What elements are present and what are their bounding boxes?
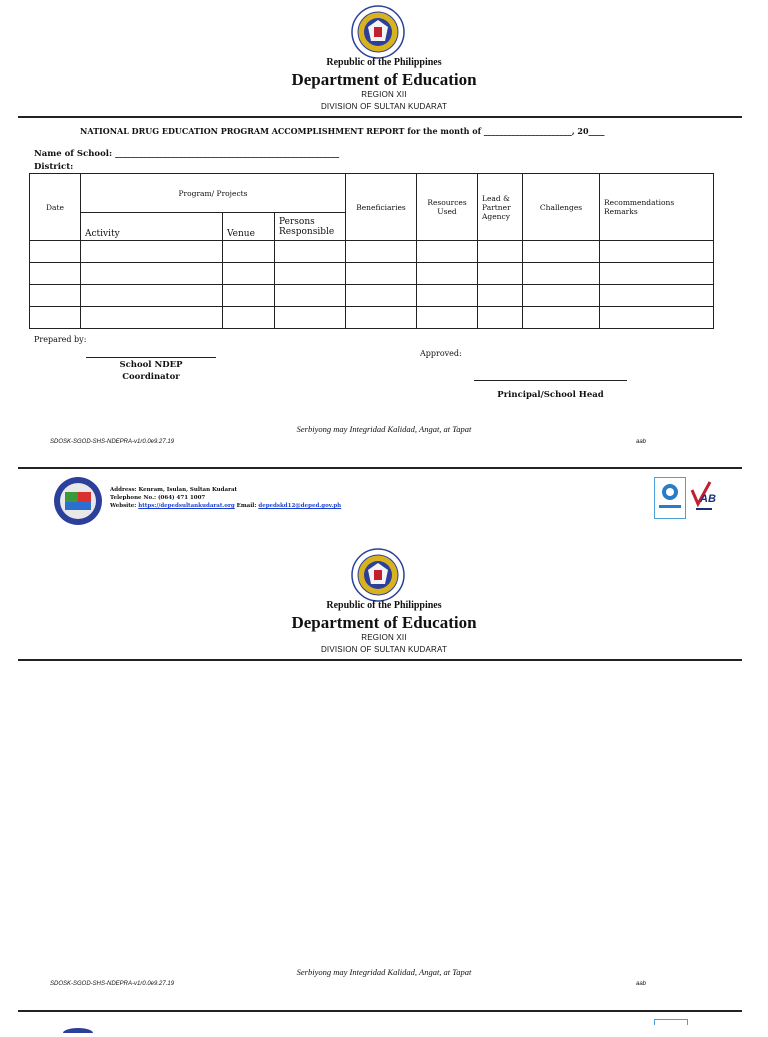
table-cell[interactable] bbox=[275, 241, 346, 263]
table-cell[interactable] bbox=[81, 241, 223, 263]
header-resources: Resources Used bbox=[417, 174, 478, 241]
approved-label: Approved: bbox=[420, 349, 462, 358]
table-cell[interactable] bbox=[275, 307, 346, 329]
deped-seal-logo-page2 bbox=[351, 548, 405, 602]
table-cell[interactable] bbox=[600, 263, 714, 285]
table-cell[interactable] bbox=[81, 263, 223, 285]
report-title bbox=[80, 126, 605, 136]
table-cell[interactable] bbox=[478, 241, 523, 263]
table-cell[interactable] bbox=[30, 285, 81, 307]
header-venue: Venue bbox=[223, 213, 275, 241]
header-rule-page2 bbox=[18, 659, 742, 661]
school-name-field[interactable]: ________________________________________________________ bbox=[115, 148, 340, 158]
table-cell[interactable] bbox=[478, 263, 523, 285]
document-code-page2: SDOSK-SGOD-SHS-NDEPRA-v1r0.0e9.27.19 bbox=[50, 981, 175, 987]
table-cell[interactable] bbox=[275, 285, 346, 307]
table-cell[interactable] bbox=[417, 285, 478, 307]
table-cell[interactable] bbox=[478, 307, 523, 329]
table-cell[interactable] bbox=[30, 307, 81, 329]
email-link[interactable]: depedskd12@deped.gov.ph bbox=[258, 503, 342, 509]
table-cell[interactable] bbox=[30, 241, 81, 263]
initials: aab bbox=[636, 439, 647, 445]
republic-label-page2: Republic of the Philippines bbox=[326, 600, 442, 611]
region-label: REGION XII bbox=[361, 90, 407, 99]
motto-text: Serbiyong may Integridad Kalidad, Angat, at Tapat bbox=[296, 424, 472, 434]
table-cell[interactable] bbox=[523, 241, 600, 263]
table-row bbox=[30, 285, 714, 307]
table-cell[interactable] bbox=[81, 307, 223, 329]
table-cell[interactable] bbox=[600, 241, 714, 263]
table-row bbox=[30, 263, 714, 285]
header-program: Program/ Projects bbox=[81, 174, 346, 213]
table-cell[interactable] bbox=[346, 241, 417, 263]
motto-text-page2: Serbiyong may Integridad Kalidad, Angat, at Tapat bbox=[296, 967, 472, 977]
table-cell[interactable] bbox=[275, 263, 346, 285]
coordinator-label-1: School NDEP bbox=[119, 360, 183, 370]
table-cell[interactable] bbox=[346, 285, 417, 307]
address-block bbox=[110, 486, 341, 510]
table-cell[interactable] bbox=[478, 285, 523, 307]
table-cell[interactable] bbox=[417, 263, 478, 285]
department-title-page2: Department of Education bbox=[291, 613, 477, 632]
header-date: Date bbox=[30, 174, 81, 241]
table-cell[interactable] bbox=[223, 263, 275, 285]
table-cell[interactable] bbox=[30, 263, 81, 285]
table-cell[interactable] bbox=[523, 307, 600, 329]
header-beneficiaries: Beneficiaries bbox=[346, 174, 417, 241]
document-code: SDOSK-SGOD-SHS-NDEPRA-v1r0.0e9.27.19 bbox=[50, 439, 175, 445]
table-cell[interactable] bbox=[600, 285, 714, 307]
principal-label: Principal/School Head bbox=[497, 390, 604, 400]
table-cell[interactable] bbox=[346, 263, 417, 285]
table-cell[interactable] bbox=[346, 307, 417, 329]
report-title-text: NATIONAL DRUG EDUCATION PROGRAM ACCOMPLISHMENT REPORT for the month of bbox=[80, 126, 482, 136]
school-name-row bbox=[34, 148, 339, 159]
table-cell[interactable] bbox=[223, 241, 275, 263]
socotec-cert-logo bbox=[654, 477, 686, 519]
deped-seal-logo bbox=[351, 5, 405, 59]
footer-rule bbox=[18, 467, 742, 469]
socotec-cert-logo-page2 bbox=[654, 1019, 688, 1025]
month-blank[interactable]: ______________________ bbox=[483, 126, 572, 136]
website-label: Website: bbox=[110, 503, 137, 509]
header-activity: Activity bbox=[81, 213, 223, 241]
address-value: Kenram, Isulan, Sultan Kudarat bbox=[138, 487, 238, 493]
school-name-label: Name of School: bbox=[34, 149, 113, 159]
phone-value: (064) 471 1007 bbox=[157, 495, 206, 501]
website-link[interactable]: https://depedsultankudarat.org bbox=[138, 503, 235, 509]
footer-rule-page2 bbox=[18, 1010, 742, 1012]
department-title: Department of Education bbox=[291, 70, 477, 89]
table-cell[interactable] bbox=[223, 307, 275, 329]
svg-text:AB: AB bbox=[700, 493, 716, 505]
email-label: Email: bbox=[236, 503, 257, 509]
republic-label: Republic of the Philippines bbox=[326, 57, 442, 68]
address-label: Address: bbox=[110, 487, 137, 493]
region-label-page2: REGION XII bbox=[361, 633, 407, 642]
table-cell[interactable] bbox=[417, 241, 478, 263]
table-cell[interactable] bbox=[523, 263, 600, 285]
table-cell[interactable] bbox=[523, 285, 600, 307]
table-cell[interactable] bbox=[223, 285, 275, 307]
header-rule bbox=[18, 116, 742, 118]
header-lead-agency: Lead & Partner Agency bbox=[478, 174, 523, 241]
table-cell[interactable] bbox=[600, 307, 714, 329]
division-label-page2: DIVISION OF SULTAN KUDARAT bbox=[320, 645, 448, 654]
division-seal-logo bbox=[53, 476, 103, 526]
district-label: District: bbox=[34, 162, 74, 172]
table-cell[interactable] bbox=[417, 307, 478, 329]
year-blank[interactable]: , 20____ bbox=[571, 126, 605, 136]
initials-page2: aab bbox=[636, 981, 647, 987]
jab-accreditation-logo bbox=[690, 478, 718, 518]
table-row bbox=[30, 241, 714, 263]
principal-signature-line[interactable] bbox=[474, 380, 627, 381]
table-cell[interactable] bbox=[81, 285, 223, 307]
table-row bbox=[30, 307, 714, 329]
phone-label: Telephone No.: bbox=[110, 495, 157, 501]
header-persons: Persons Responsible bbox=[275, 213, 346, 241]
prepared-by-label: Prepared by: bbox=[34, 335, 87, 344]
division-seal-logo-page2 bbox=[62, 1018, 94, 1028]
coordinator-label-2: Coordinator bbox=[122, 372, 180, 382]
header-recommendations: Recommendations Remarks bbox=[600, 174, 714, 241]
header-challenges: Challenges bbox=[523, 174, 600, 241]
division-label: DIVISION OF SULTAN KUDARAT bbox=[320, 102, 448, 111]
accomplishment-table bbox=[29, 173, 714, 329]
coordinator-signature-line[interactable] bbox=[86, 357, 216, 358]
